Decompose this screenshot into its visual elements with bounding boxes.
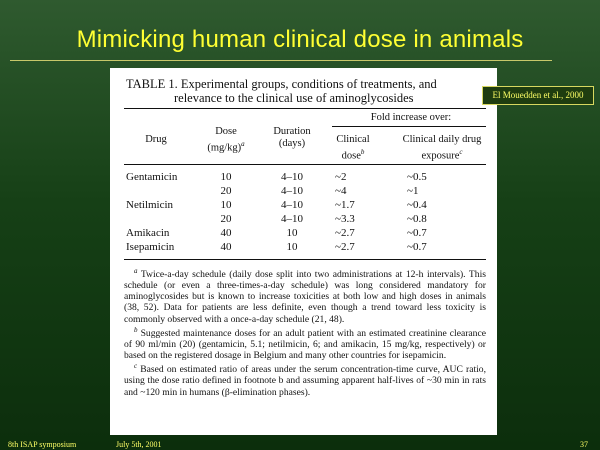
table-row: Amikacin 40 10 ~2.7 ~0.7 [126, 227, 427, 239]
page-number: 37 [580, 440, 588, 449]
header-clinical-dose: Clinical dose$^b$ [336, 134, 370, 162]
table-row: Gentamicin 10 4–10 ~2 ~0.5 [126, 171, 427, 183]
header-bottom-rule [124, 164, 486, 165]
header-drug: Drug [145, 134, 167, 145]
header-dose: Dose $(mg/kg)^a$ [207, 126, 245, 154]
table-bottom-rule [124, 259, 486, 260]
table-top-rule [124, 108, 486, 109]
header-daily-exposure: Clinical daily drug exposure$^c$ [402, 134, 482, 162]
footnote-a: $^a$ Twice-a-day schedule (daily dose split into two administrations at 12-h intervals). This schedule (or even a three-times-a-day schedule) was long considered mandatory for aminoglycosides but is known to increase toxicities at both low and high doses in animals (38, 52). Data for patients are less definite, even though a trend toward less toxicity is commonly observed with a once-a-day schedule (21, 48). [124, 267, 486, 325]
title-divider [10, 60, 552, 61]
table-row: 20 4–10 ~3.3 ~0.8 [220, 213, 427, 225]
table-image [110, 68, 497, 435]
footer-date: July 5th, 2001 [116, 440, 162, 449]
caption-line-1: TABLE 1. Experimental groups, conditions of treatments, and [126, 77, 437, 91]
table-caption [126, 77, 437, 105]
citation-label: El Mouedden et al., 2000 [482, 86, 594, 105]
footnote-c: $^c$ Based on estimated ratio of areas under the serum concentration-time curve, AUC ratio, using the dose ratio defined in footnote b and assuming apparent half-lives of ~30 min in rats and ~120 min in humans (β-elimination phases). [124, 362, 486, 398]
header-duration: Duration (days) [273, 126, 311, 149]
footnote-b: $^b$ Suggested maintenance doses for an adult patient with an estimated creatinine clearance of 90 ml/min (20) (gentamicin, 5.1; netilmicin, 6; and amikacin, 15 mg/kg, respectively) or based on the registered dosage in Belgium and many other countries for isepamicin. [124, 325, 486, 362]
table-row: Netilmicin 10 4–10 ~1.7 ~0.4 [126, 199, 427, 211]
table-footnotes [124, 266, 486, 398]
footer-symposium: 8th ISAP symposium [8, 440, 77, 449]
fold-subrule [332, 126, 486, 127]
slide-title: Mimicking human clinical dose in animals [76, 26, 524, 53]
table-row: Isepamicin 40 10 ~2.7 ~0.7 [126, 241, 427, 253]
header-fold-increase: Fold increase over: [370, 112, 452, 123]
table-row: 20 4–10 ~4 ~1 [220, 185, 419, 197]
caption-line-2: relevance to the clinical use of aminoglycosides [174, 91, 414, 105]
